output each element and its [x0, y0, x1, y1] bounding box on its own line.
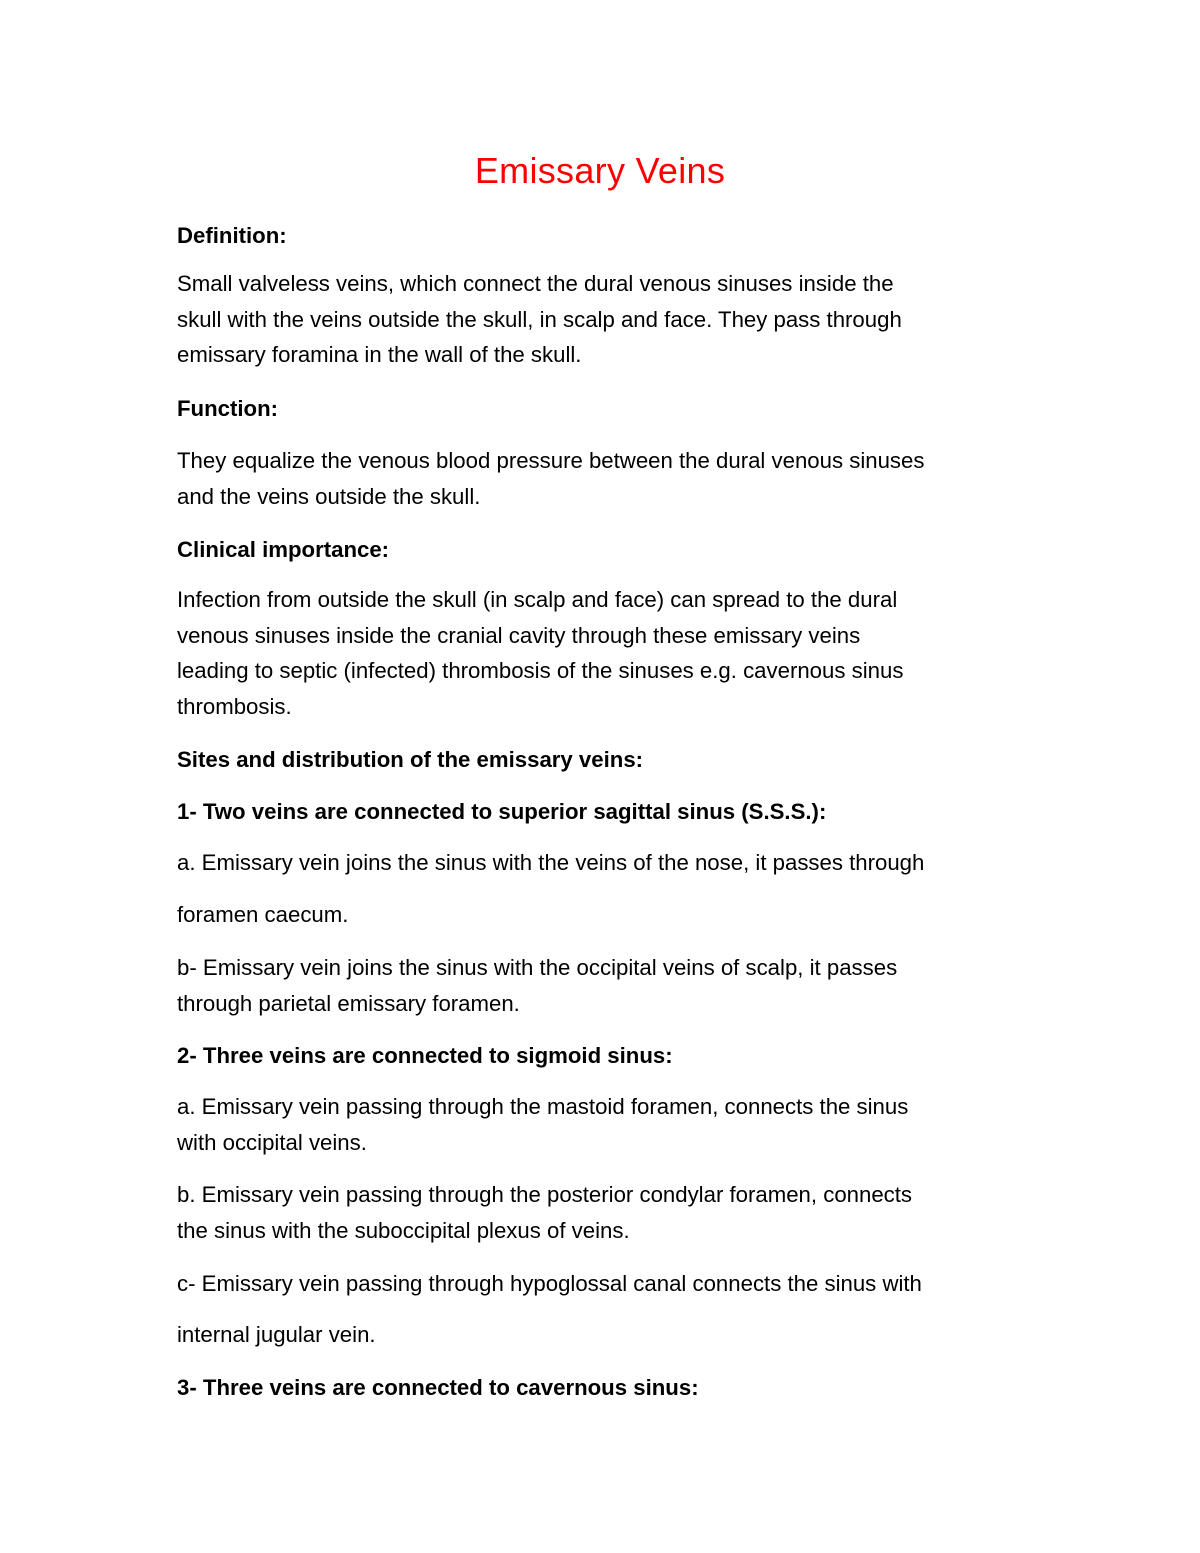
text-line: the sinus with the suboccipital plexus of veins. [177, 1217, 630, 1243]
text-line: venous sinuses inside the cranial cavity through these emissary veins [177, 622, 861, 648]
sigmoid-heading [177, 1038, 1077, 1074]
clinical-text-paragraph [177, 582, 1077, 724]
text-line: b. Emissary vein passing through the posterior condylar foramen, connects [177, 1182, 913, 1207]
text-line: a. Emissary vein passing through the mastoid foramen, connects the sinus [177, 1094, 909, 1119]
text-line: a. Emissary vein joins the sinus with the veins of the nose, it passes through [177, 850, 925, 875]
text-line: Clinical importance: [177, 537, 390, 562]
text-line: 1- Two veins are connected to superior sagittal sinus (S.S.S.): [177, 799, 827, 824]
text-line: b- Emissary vein joins the sinus with the occipital veins of scalp, it passes [177, 955, 898, 980]
text-line: foramen caecum. [177, 902, 349, 927]
text-line: with occipital veins. [177, 1129, 367, 1155]
cavernous-heading [177, 1370, 1077, 1406]
sites-heading [177, 742, 1077, 778]
text-line: and the veins outside the skull. [177, 483, 481, 509]
sigmoid-a-paragraph [177, 1089, 1077, 1160]
text-line: thrombosis. [177, 693, 292, 719]
sigmoid-c-line2-paragraph [177, 1317, 1077, 1353]
page-title: Emissary Veins [474, 150, 726, 191]
function-heading [177, 391, 1077, 427]
text-line: Function: [177, 396, 279, 421]
text-line: Sites and distribution of the emissary veins: [177, 747, 644, 772]
text-line: skull with the veins outside the skull, in scalp and face. They pass through [177, 306, 902, 332]
text-line: Small valveless veins, which connect the dural venous sinuses inside the [177, 271, 894, 296]
sss-b-paragraph [177, 950, 1077, 1021]
sss-a-line2-paragraph [177, 897, 1077, 933]
text-line: leading to septic (infected) thrombosis of the sinuses e.g. cavernous sinus [177, 658, 904, 683]
text-line: 3- Three veins are connected to cavernous sinus: [177, 1375, 699, 1400]
text-line: c- Emissary vein passing through hypoglossal canal connects the sinus with [177, 1271, 922, 1296]
text-line: emissary foramina in the wall of the skull. [177, 342, 582, 367]
text-line: internal jugular vein. [177, 1322, 376, 1347]
text-line: 2- Three veins are connected to sigmoid sinus: [177, 1043, 673, 1068]
sss-heading [177, 794, 1077, 830]
clinical-heading [177, 532, 1077, 568]
sigmoid-c-line1-paragraph [177, 1266, 1077, 1302]
text-line: Infection from outside the skull (in scalp and face) can spread to the dural [177, 587, 898, 612]
sigmoid-b-paragraph [177, 1177, 1077, 1248]
definition-heading [177, 218, 1077, 254]
sss-a-line1-paragraph [177, 845, 1077, 881]
definition-text-paragraph [177, 266, 1077, 373]
text-line: through parietal emissary foramen. [177, 990, 520, 1016]
text-line: Definition: [177, 223, 287, 248]
text-line: They equalize the venous blood pressure between the dural venous sinuses [177, 448, 925, 473]
function-text-paragraph [177, 443, 1077, 514]
